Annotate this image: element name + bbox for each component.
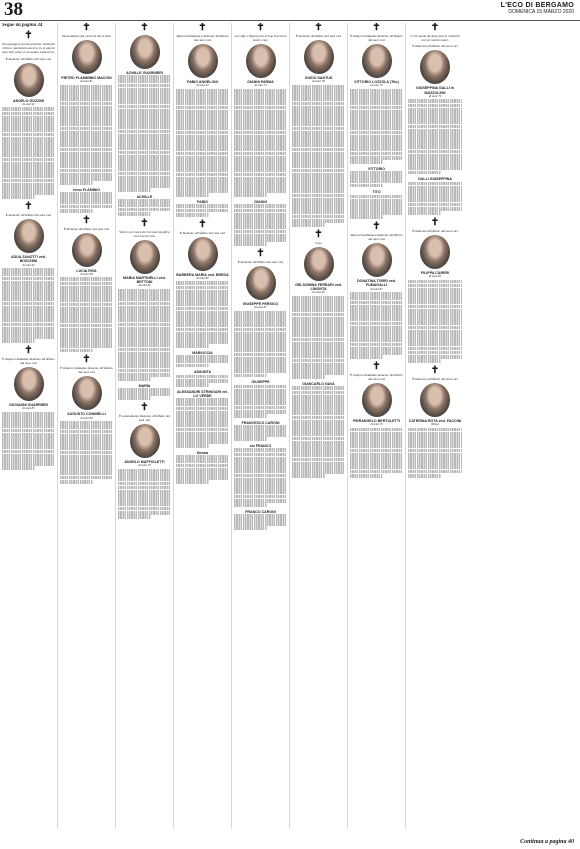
body-text-line: [60, 209, 93, 213]
deceased-name: PIERANGELO BERTULETTI: [352, 418, 401, 423]
announcement-text: È mancata all'affetto dei suoi cari: [412, 44, 458, 49]
body-text-line: [234, 414, 267, 418]
deceased-age: di anni 92: [22, 101, 35, 106]
announcement-text: È mancato all'affetto dei suoi cari: [179, 230, 226, 235]
cross-icon: ✝: [256, 23, 265, 33]
announcement-text: È mancato all'affetto dei suoi cari: [63, 226, 110, 231]
deceased-age: di anni 80: [80, 415, 93, 420]
obituary-notice: [408, 366, 462, 478]
body-text-line: [350, 184, 383, 188]
cross-icon: ✝: [256, 247, 265, 259]
deceased-age: di anni 87: [254, 305, 267, 310]
obituary-columns: [0, 23, 580, 829]
deceased-age: di anni 79: [138, 463, 151, 468]
deceased-name: ANGELO GOZZINI: [13, 98, 44, 103]
deceased-name: VITTORIO: [368, 166, 385, 171]
column: [232, 23, 290, 829]
deceased-photo: [362, 383, 392, 417]
obituary-notice: [408, 177, 462, 214]
deceased-photo: [130, 240, 160, 274]
announcement-text: È serenamente mancato all'affetto dei suoi cari: [119, 414, 170, 423]
announcement-text: Improvvisamente è mancato all'affetto dei suoi cari: [350, 233, 403, 242]
obituary-notice: [118, 195, 171, 216]
body-text-line: [234, 193, 267, 197]
deceased-photo: [246, 266, 276, 300]
page-header: [0, 0, 580, 21]
deceased-photo: [420, 50, 450, 84]
deceased-name: PIETRO FLAMMINIO MACONI: [61, 76, 112, 80]
obituary-notice: [60, 216, 113, 353]
deceased-name: FRANCO CARONI: [245, 509, 276, 514]
deceased-name: GIUSEPPINA GALLI in MAZZOLENI: [415, 86, 454, 95]
body-text-line: [118, 212, 151, 216]
continuation-note: Segue da pagina 34: [2, 23, 43, 28]
deceased-age: di anni 81: [80, 79, 93, 84]
deceased-name: ACHILLE GUARNIERI: [126, 71, 163, 75]
body-text-line: [60, 181, 93, 185]
deceased-age: di anni 85: [22, 406, 35, 411]
body-text-line: [176, 383, 209, 387]
body-text-line: [176, 193, 209, 197]
obituary-notice: [60, 23, 113, 185]
announcement-text: Sarai sempre nel cuore di chi ti ama.: [61, 34, 112, 38]
cross-icon: ✝: [82, 23, 91, 33]
announcement-text: È improvvisamente mancato all'affetto dei suoi cari: [350, 372, 403, 381]
cross-icon: ✝: [24, 345, 33, 357]
deceased-age: di anni 79: [428, 93, 442, 98]
cross-icon: ✝: [430, 216, 440, 228]
masthead: [501, 2, 574, 15]
obituary-notice: [234, 23, 287, 197]
memorial-quote: Ci sei poste da dove pioi in ni darmi voci al nostro cuore.: [410, 34, 460, 43]
deceased-age: di anni 78: [312, 79, 325, 84]
obituary-notice: [408, 23, 462, 174]
body-text-line: [350, 215, 383, 219]
announcement-text: È mancato all'affetto dei suoi cari: [5, 56, 52, 61]
deceased-age: di anni 85: [428, 273, 442, 278]
obituary-notice: [2, 31, 55, 199]
obituary-notice: [292, 230, 345, 379]
deceased-age: di anni 92: [22, 262, 35, 267]
deceased-age: (Rina): [431, 422, 439, 427]
deceased-name: GUIDO SANTUS: [304, 76, 333, 80]
cross-icon: ✝: [372, 360, 381, 372]
obituary-notice: [234, 444, 287, 506]
announcement-text: È mancata all'affetto dei suoi cari: [412, 228, 458, 233]
obituary-notice: [176, 220, 229, 348]
announcement-text: Ciao: [315, 240, 322, 245]
deceased-name: GIUSEPPE PERSICO: [242, 301, 279, 306]
deceased-age: di anni 87: [370, 286, 383, 291]
deceased-age: di anni 81: [138, 283, 151, 288]
announcement-text: È improvvisamente mancato all'affetto dei suoi cari: [2, 357, 55, 366]
obituary-notice: [118, 219, 171, 381]
column: [348, 23, 406, 829]
issue-date: DOMENICA 15 MARZO 2020: [508, 9, 574, 15]
announcement-text: È mancato all'affetto dei suoi cari: [237, 259, 284, 264]
deceased-name: ALESSANDRI STRINGARI vel. LO VERDE: [176, 389, 229, 399]
announcement-text: È improvvisamente mancato all'affetto dei suoi cari: [60, 366, 113, 375]
deceased-photo: [14, 219, 44, 253]
obituary-notice: [350, 362, 403, 478]
deceased-name: GALLI GIUSEPPINA: [418, 177, 452, 182]
column: [0, 23, 58, 829]
obituary-notice: [350, 23, 403, 164]
body-text-line: [2, 339, 35, 343]
column: [116, 23, 174, 829]
body-text-line: [118, 515, 151, 519]
body-text-line: [118, 188, 151, 192]
deceased-name: zio FRANCO: [249, 444, 272, 449]
deceased-photo: [72, 376, 102, 410]
cross-icon: ✝: [140, 217, 149, 229]
deceased-name: FILIPPA CARERI: [420, 270, 450, 275]
body-text-line: [350, 160, 383, 164]
deceased-photo: [304, 247, 334, 281]
deceased-name: FABIO: [197, 200, 208, 205]
body-text-line: [176, 364, 209, 368]
body-text-line: [176, 444, 209, 448]
body-text-line: [234, 437, 267, 441]
obituary-notice: [2, 202, 55, 343]
column: [58, 23, 116, 829]
deceased-name: GIOVANNI GUARRIERI: [9, 403, 48, 408]
obituary-notice: [176, 23, 229, 197]
deceased-name: ACHILLE: [136, 195, 153, 200]
newspaper-name: L'ECO DI BERGAMO: [500, 2, 574, 9]
deceased-name: GELSOMINA FERRARI ved. LIMONTA: [295, 282, 342, 291]
deceased-age: di anni 74: [254, 83, 267, 88]
deceased-photo: [188, 44, 218, 78]
body-text-line: [2, 466, 35, 470]
deceased-photo: [420, 383, 450, 417]
deceased-photo: [130, 424, 160, 458]
obituary-notice: [408, 218, 462, 363]
obituary-notice: [118, 23, 171, 192]
deceased-name: AUGUSTO COMINELLI: [67, 412, 106, 417]
deceased-photo: [362, 243, 392, 277]
deceased-photo: [420, 235, 450, 269]
deceased-photo: [246, 44, 276, 78]
body-text-line: [118, 396, 151, 400]
deceased-age: di anni 76: [370, 422, 383, 427]
deceased-name: GIUSEPPE: [251, 380, 270, 385]
obituary-notice: [60, 188, 113, 213]
obituary-notice: [176, 351, 229, 367]
column: [290, 23, 348, 829]
deceased-photo: [14, 63, 44, 97]
continues-note: Continua a pagina 40: [520, 839, 574, 845]
announcement-text: È mancato all'affetto dei suoi cari: [5, 213, 52, 218]
deceased-name: GIANNI PARMA: [247, 80, 274, 84]
deceased-name: remo FLAMINIO: [72, 187, 101, 192]
obituary-notice: [234, 200, 287, 246]
deceased-name: MARIA: [138, 383, 151, 388]
deceased-name: GIANNI: [254, 200, 267, 205]
deceased-name: MARIUCCIA: [192, 351, 213, 356]
deceased-photo: [362, 44, 392, 78]
body-text-line: [176, 213, 209, 217]
body-text-line: [292, 474, 325, 478]
deceased-photo: [130, 35, 160, 69]
body-text-line: [408, 171, 441, 175]
deceased-photo: [72, 233, 102, 267]
obituary-notice: [292, 382, 345, 478]
obituary-notice: [234, 510, 287, 531]
deceased-name: ASSUNTA: [193, 370, 212, 375]
cross-icon: ✝: [140, 23, 149, 33]
obituary-notice: [350, 222, 403, 359]
cross-icon: ✝: [198, 23, 207, 33]
cross-icon: ✝: [198, 218, 207, 230]
cross-icon: ✝: [314, 23, 323, 33]
cross-icon: ✝: [430, 364, 440, 376]
body-text-line: [60, 349, 93, 353]
announcement-text: È improvvisamente mancato all'affetto dei suoi cari: [350, 34, 403, 42]
deceased-age: di anni 98: [80, 271, 93, 276]
memorial-quote: Non piangete la mia assenza, sentitemi vicino e parlatemi ancora. Io vi amerò dal cielo come vi ho amato sulla terra.: [2, 42, 55, 55]
memorial-quote: Vivere nel cuore di chi resta significa non morire mai.: [119, 229, 170, 238]
deceased-name: Nonna: [196, 451, 209, 456]
column: [406, 23, 464, 829]
deceased-photo: [188, 237, 218, 271]
obituary-notice: [350, 167, 403, 188]
deceased-name: CATERINA ROTA ved. FACCINI: [408, 418, 462, 423]
obituary-notice: [234, 421, 287, 442]
deceased-age: di anni 90: [312, 290, 325, 295]
cross-icon: ✝: [430, 23, 440, 33]
deceased-name: TITO: [372, 190, 381, 195]
body-text-line: [350, 355, 383, 359]
body-text-line: [60, 480, 93, 484]
body-text-line: [234, 526, 267, 530]
body-text-line: [118, 377, 151, 381]
cross-icon: ✝: [24, 30, 33, 41]
cross-icon: ✝: [82, 214, 91, 226]
announcement-text: È mancato all'affetto dei suoi cari: [295, 34, 342, 38]
deceased-name: FABIO ANGELONI: [187, 80, 218, 84]
obituary-notice: [176, 390, 229, 448]
obituary-notice: [234, 380, 287, 417]
deceased-name: ANGELO MAFFIOLETTI: [124, 460, 165, 465]
deceased-name: GIANCARLO NAVA: [302, 382, 335, 387]
body-text-line: [292, 375, 325, 379]
cross-icon: ✝: [314, 228, 323, 240]
cross-icon: ✝: [372, 23, 381, 33]
column: [174, 23, 232, 829]
obituary-notice: [176, 200, 229, 216]
announcement-text: È mancata all'affetto dei suoi cari: [412, 376, 458, 381]
cross-icon: ✝: [140, 402, 149, 414]
obituary-notice: [2, 346, 55, 470]
body-text-line: [408, 359, 441, 363]
body-text-line: [2, 195, 35, 199]
deceased-name: BARBERA MARIA ved. BREDA: [176, 272, 229, 277]
deceased-name: VITTORIO LOZZOLA (Tito): [354, 80, 399, 84]
obituary-notice: [176, 451, 229, 484]
body-text-line: [292, 223, 325, 227]
deceased-name: DONATINA TORRI ved. FUMAGALLI: [357, 279, 396, 288]
body-text-line: [408, 211, 441, 215]
obituary-notice: [176, 370, 229, 386]
page-number: 38: [4, 0, 23, 20]
announcement-text: Improvvisamente è mancato all'affetto dei suoi cari: [176, 34, 229, 42]
cross-icon: ✝: [82, 354, 91, 366]
cross-icon: ✝: [372, 221, 381, 233]
obituary-notice: [350, 190, 403, 219]
obituary-notice: [292, 23, 345, 227]
obituary-notice: [118, 384, 171, 400]
deceased-photo: [14, 367, 44, 401]
deceased-name: MARIA MARTINELLI ved. BETTONI: [123, 276, 166, 285]
body-text-line: [234, 374, 267, 378]
obituary-notice: [60, 355, 113, 483]
obituary-notice: [118, 403, 171, 519]
deceased-age: di anni 49: [196, 83, 209, 88]
body-text-line: [350, 474, 383, 478]
deceased-name: FRANCESCO CARONI: [241, 420, 280, 425]
body-text-line: [234, 503, 267, 507]
deceased-photo: [72, 40, 102, 74]
obituary-notice: [234, 249, 287, 377]
announcement-text: Accogli o Signore fra le Tue braccia il nostro caro: [234, 34, 287, 42]
body-text-line: [234, 242, 267, 246]
deceased-name: LUCIA RIVA: [76, 268, 97, 273]
deceased-photo: [304, 40, 334, 74]
deceased-name: ADUA ZANOTTI ved. BOSCHINI: [10, 255, 46, 264]
cross-icon: ✝: [24, 201, 33, 213]
body-text-line: [176, 480, 209, 484]
deceased-age: di anni 79: [370, 83, 383, 88]
deceased-age: di anni 89: [196, 275, 209, 280]
body-text-line: [408, 474, 441, 478]
body-text-line: [176, 344, 209, 348]
